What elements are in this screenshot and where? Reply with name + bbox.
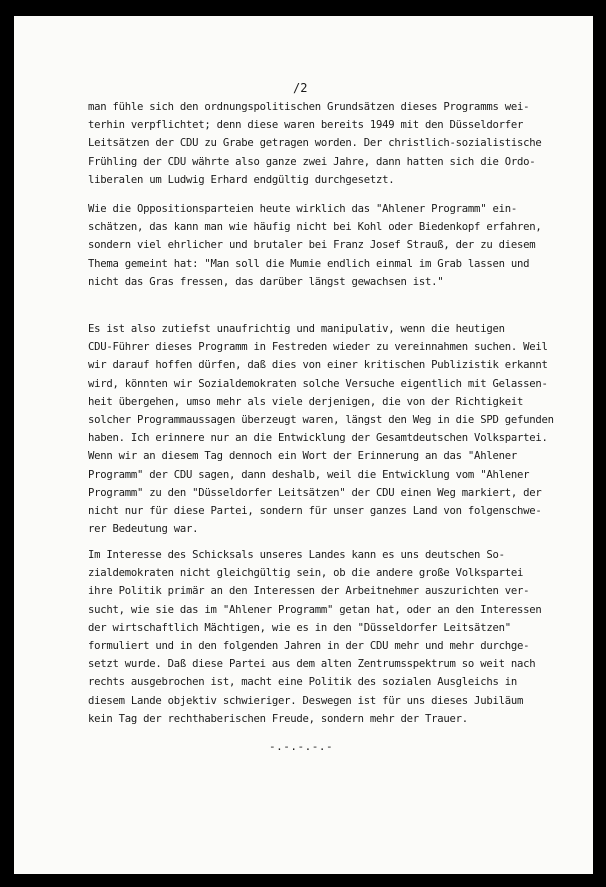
text-line: Es ist also zutiefst unaufrichtig und manipulativ, wenn die heutigen bbox=[88, 323, 505, 335]
text-line: setzt wurde. Daß diese Partei aus dem alten Zentrumsspektrum so weit nach bbox=[88, 658, 536, 671]
text-line: sondern viel ehrlicher und brutaler bei Franz Josef Strauß, der zu diesem bbox=[88, 239, 536, 252]
text-line: Wie die Oppositionsparteien heute wirklich das "Ahlener Programm" ein- bbox=[88, 203, 517, 215]
text-line: wird, könnten wir Sozialdemokraten solche Versuche eigentlich mit Gelassen- bbox=[88, 377, 548, 390]
text-line: nicht nur für diese Partei, sondern für unser ganzes Land von folgenschwe- bbox=[88, 504, 542, 517]
page-number: /2 bbox=[293, 81, 308, 95]
text-line: Programm" der CDU sagen, dann deshalb, weil die Entwicklung vom "Ahlener bbox=[88, 468, 530, 481]
text-line: der wirtschaftlich Mächtigen, wie es in den "Düsseldorfer Leitsätzen" bbox=[88, 621, 511, 634]
text-line: CDU-Führer dieses Programm in Festreden wieder zu vereinnahmen suchen. Weil bbox=[88, 341, 548, 354]
text-line: wir darauf hoffen dürfen, daß dies von einer kritischen Publizistik erkannt bbox=[88, 359, 548, 372]
text-line: terhin verpflichtet; denn diese waren bereits 1949 mit den Düsseldorfer bbox=[88, 119, 524, 132]
text-line: Programm" zu den "Düsseldorfer Leitsätzen" der CDU einen Weg markiert, der bbox=[88, 486, 542, 499]
text-line: schätzen, das kann man wie häufig nicht bei Kohl oder Biedenkopf erfahren, bbox=[88, 221, 542, 234]
text-line: rechts ausgebrochen ist, macht eine Politik des sozialen Ausgleichs in bbox=[88, 676, 517, 689]
text-line: zialdemokraten nicht gleichgültig sein, ob die andere große Volkspartei bbox=[88, 567, 524, 580]
text-line: Leitsätzen der CDU zu Grabe getragen worden. Der christlich-sozialistische bbox=[88, 137, 542, 150]
text-line: sucht, wie sie das im "Ahlener Programm" getan hat, oder an den Interessen bbox=[88, 603, 542, 616]
text-line: haben. Ich erinnere nur an die Entwicklung der Gesamtdeutschen Volkspartei. bbox=[88, 432, 548, 445]
text-line: Frühling der CDU währte also ganze zwei Jahre, dann hatten sich die Ordo- bbox=[88, 155, 536, 168]
text-line: kein Tag der rechthaberischen Freude, sondern mehr der Trauer. bbox=[88, 712, 468, 725]
text-line: nicht das Gras fressen, das darüber längst gewachsen ist." bbox=[88, 275, 444, 288]
text-line: ihre Politik primär an den Interessen der Arbeitnehmer auszurichten ver- bbox=[88, 585, 530, 598]
document-page bbox=[14, 16, 593, 874]
text-line: man fühle sich den ordnungspolitischen Grundsätzen dieses Programms wei- bbox=[88, 101, 530, 113]
text-line: heit übergehen, umso mehr als viele derjenigen, die von der Richtigkeit bbox=[88, 395, 524, 408]
text-line: liberalen um Ludwig Erhard endgültig durchgesetzt. bbox=[88, 173, 395, 186]
text-line: formuliert und in den folgenden Jahren in der CDU mehr und mehr durchge- bbox=[88, 639, 530, 652]
text-line: Im Interesse des Schicksals unseres Landes kann es uns deutschen So- bbox=[88, 549, 505, 561]
text-line: rer Bedeutung war. bbox=[88, 523, 199, 536]
text-line: Thema gemeint hat: "Man soll die Mumie endlich einmal im Grab lassen und bbox=[88, 257, 530, 270]
paragraph-1 bbox=[88, 98, 568, 189]
paragraph-4 bbox=[88, 546, 568, 728]
paragraph-2 bbox=[88, 200, 568, 291]
text-line: solcher Programmaussagen überzeugt waren, längst den Weg in die SPD gefunden bbox=[88, 413, 554, 426]
text-line: diesem Lande objektiv schwieriger. Deswegen ist für uns dieses Jubiläum bbox=[88, 694, 524, 707]
closing-mark: -.-.-.-.- bbox=[269, 740, 334, 753]
paragraph-3 bbox=[88, 320, 568, 538]
text-line: Wenn wir an diesem Tag dennoch ein Wort der Erinnerung an das "Ahlener bbox=[88, 450, 517, 463]
